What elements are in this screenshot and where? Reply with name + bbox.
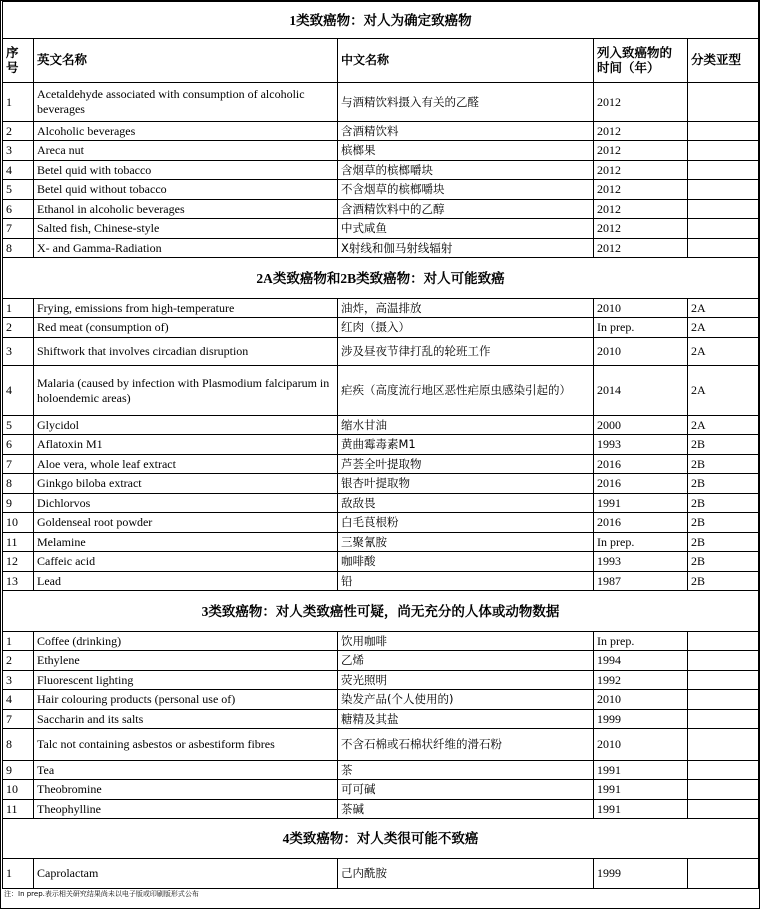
year-listed-cell: 2016	[594, 474, 688, 494]
english-name-cell: Dichlorvos	[34, 494, 338, 513]
table-row	[3, 690, 759, 710]
chinese-name-cell: 染发产品(个人使用的)	[338, 690, 594, 710]
header-row-number: 序号	[3, 39, 34, 83]
year-listed-cell: 2012	[594, 180, 688, 200]
subtype-cell: 2B	[688, 474, 759, 494]
chinese-name-cell: 白毛茛根粉	[338, 513, 594, 533]
year-listed-cell: 1994	[594, 651, 688, 671]
header-english-name: 英文名称	[34, 39, 338, 83]
subtype-cell	[688, 729, 759, 761]
chinese-name-cell: 糖精及其盐	[338, 710, 594, 729]
subtype-cell	[688, 651, 759, 671]
subtype-cell: 2B	[688, 552, 759, 572]
english-name-cell: Talc not containing asbestos or asbestiform fibres	[34, 729, 338, 761]
year-listed-cell: 1993	[594, 435, 688, 455]
chinese-name-cell: 可可碱	[338, 780, 594, 800]
table-row	[3, 651, 759, 671]
row-number-cell: 12	[3, 552, 34, 572]
subtype-cell: 2B	[688, 572, 759, 591]
subtype-cell	[688, 122, 759, 141]
year-listed-cell: 1991	[594, 780, 688, 800]
table-row	[3, 122, 759, 141]
year-listed-cell: 2016	[594, 455, 688, 474]
subtype-cell: 2B	[688, 455, 759, 474]
english-name-cell: Acetaldehyde associated with consumption of alcoholic beverages	[34, 83, 338, 122]
english-name-cell: Aloe vera, whole leaf extract	[34, 455, 338, 474]
chinese-name-cell: 荧光照明	[338, 671, 594, 690]
row-number-cell: 4	[3, 366, 34, 416]
header-chinese-name: 中文名称	[338, 39, 594, 83]
footnote: 注：In prep.表示相关研究结果尚未以电子版或印刷版形式公布	[4, 890, 199, 898]
table-row	[3, 416, 759, 435]
table-row	[3, 239, 759, 258]
row-number-cell: 2	[3, 318, 34, 338]
subtype-cell	[688, 180, 759, 200]
year-listed-cell: 1992	[594, 671, 688, 690]
subtype-cell	[688, 239, 759, 258]
section-title-row	[3, 2, 759, 39]
chinese-name-cell: 疟疾（高度流行地区恶性疟原虫感染引起的）	[338, 366, 594, 416]
row-number-cell: 5	[3, 180, 34, 200]
row-number-cell: 8	[3, 474, 34, 494]
english-name-cell: Caffeic acid	[34, 552, 338, 572]
row-number-cell: 1	[3, 632, 34, 651]
subtype-cell	[688, 859, 759, 889]
year-listed-cell: 1999	[594, 859, 688, 889]
subtype-cell	[688, 761, 759, 780]
year-listed-cell: 2012	[594, 83, 688, 122]
table-row	[3, 83, 759, 122]
chinese-name-cell: 含烟草的槟榔嚼块	[338, 161, 594, 180]
table-row	[3, 299, 759, 318]
row-number-cell: 10	[3, 513, 34, 533]
header-year-listed: 列入致癌物的时间（年）	[594, 39, 688, 83]
chinese-name-cell: 铅	[338, 572, 594, 591]
english-name-cell: Caprolactam	[34, 859, 338, 889]
year-listed-cell: In prep.	[594, 632, 688, 651]
header-subtype: 分类亚型	[688, 39, 759, 83]
year-listed-cell: 2012	[594, 200, 688, 219]
table-row	[3, 800, 759, 819]
subtype-cell: 2B	[688, 435, 759, 455]
english-name-cell: Saccharin and its salts	[34, 710, 338, 729]
english-name-cell: Frying, emissions from high-temperature	[34, 299, 338, 318]
table-row	[3, 780, 759, 800]
table-row	[3, 219, 759, 239]
english-name-cell: Ginkgo biloba extract	[34, 474, 338, 494]
row-number-cell: 9	[3, 761, 34, 780]
year-listed-cell: 2012	[594, 219, 688, 239]
chinese-name-cell: 茶碱	[338, 800, 594, 819]
subtype-cell	[688, 632, 759, 651]
english-name-cell: Red meat (consumption of)	[34, 318, 338, 338]
year-listed-cell: 1991	[594, 761, 688, 780]
subtype-cell	[688, 710, 759, 729]
row-number-cell: 10	[3, 780, 34, 800]
english-name-cell: Salted fish, Chinese-style	[34, 219, 338, 239]
section-title-row	[3, 258, 759, 299]
subtype-cell	[688, 219, 759, 239]
section-title: 3类致癌物：对人类致癌性可疑，尚无充分的人体或动物数据	[3, 591, 759, 632]
english-name-cell: Theophylline	[34, 800, 338, 819]
chinese-name-cell: 己内酰胺	[338, 859, 594, 889]
english-name-cell: Betel quid without tobacco	[34, 180, 338, 200]
row-number-cell: 13	[3, 572, 34, 591]
chinese-name-cell: 敌敌畏	[338, 494, 594, 513]
table-row	[3, 435, 759, 455]
chinese-name-cell: 芦荟全叶提取物	[338, 455, 594, 474]
table-header-row	[3, 39, 759, 83]
row-number-cell: 7	[3, 710, 34, 729]
table-row	[3, 338, 759, 366]
row-number-cell: 6	[3, 435, 34, 455]
year-listed-cell: In prep.	[594, 318, 688, 338]
table-row	[3, 161, 759, 180]
section-title: 2A类致癌物和2B类致癌物：对人可能致癌	[3, 258, 759, 299]
chinese-name-cell: 不含烟草的槟榔嚼块	[338, 180, 594, 200]
english-name-cell: Glycidol	[34, 416, 338, 435]
english-name-cell: X- and Gamma-Radiation	[34, 239, 338, 258]
row-number-cell: 1	[3, 83, 34, 122]
subtype-cell	[688, 800, 759, 819]
chinese-name-cell: 油炸，高温排放	[338, 299, 594, 318]
row-number-cell: 7	[3, 219, 34, 239]
subtype-cell: 2A	[688, 299, 759, 318]
table-row	[3, 474, 759, 494]
row-number-cell: 3	[3, 141, 34, 161]
row-number-cell: 3	[3, 338, 34, 366]
english-name-cell: Goldenseal root powder	[34, 513, 338, 533]
chinese-name-cell: 含酒精饮料	[338, 122, 594, 141]
subtype-cell	[688, 161, 759, 180]
table-row	[3, 200, 759, 219]
english-name-cell: Aflatoxin M1	[34, 435, 338, 455]
year-listed-cell: 2010	[594, 729, 688, 761]
section-title: 1类致癌物：对人为确定致癌物	[3, 2, 759, 39]
chinese-name-cell: 槟榔果	[338, 141, 594, 161]
row-number-cell: 4	[3, 690, 34, 710]
row-number-cell: 11	[3, 800, 34, 819]
english-name-cell: Alcoholic beverages	[34, 122, 338, 141]
english-name-cell: Coffee (drinking)	[34, 632, 338, 651]
table-row	[3, 671, 759, 690]
section-title: 4类致癌物：对人类很可能不致癌	[3, 819, 759, 859]
english-name-cell: Theobromine	[34, 780, 338, 800]
subtype-cell: 2A	[688, 338, 759, 366]
row-number-cell: 7	[3, 455, 34, 474]
chinese-name-cell: 饮用咖啡	[338, 632, 594, 651]
chinese-name-cell: 乙烯	[338, 651, 594, 671]
table-row	[3, 455, 759, 474]
section-title-row	[3, 819, 759, 859]
table-row	[3, 552, 759, 572]
english-name-cell: Ethanol in alcoholic beverages	[34, 200, 338, 219]
table-row	[3, 318, 759, 338]
english-name-cell: Areca nut	[34, 141, 338, 161]
row-number-cell: 4	[3, 161, 34, 180]
row-number-cell: 2	[3, 651, 34, 671]
year-listed-cell: 2012	[594, 239, 688, 258]
table-row	[3, 859, 759, 889]
year-listed-cell: 1999	[594, 710, 688, 729]
section-title-row	[3, 591, 759, 632]
row-number-cell: 8	[3, 239, 34, 258]
chinese-name-cell: 含酒精饮料中的乙醇	[338, 200, 594, 219]
subtype-cell	[688, 780, 759, 800]
carcinogen-table	[2, 1, 759, 889]
table-row	[3, 761, 759, 780]
subtype-cell	[688, 141, 759, 161]
table-row	[3, 180, 759, 200]
chinese-name-cell: X射线和伽马射线辐射	[338, 239, 594, 258]
english-name-cell: Fluorescent lighting	[34, 671, 338, 690]
chinese-name-cell: 红肉（摄入）	[338, 318, 594, 338]
chinese-name-cell: 三聚氰胺	[338, 533, 594, 552]
year-listed-cell: 1993	[594, 552, 688, 572]
subtype-cell: 2A	[688, 318, 759, 338]
row-number-cell: 6	[3, 200, 34, 219]
english-name-cell: Ethylene	[34, 651, 338, 671]
row-number-cell: 9	[3, 494, 34, 513]
subtype-cell	[688, 83, 759, 122]
row-number-cell: 1	[3, 859, 34, 889]
chinese-name-cell: 咖啡酸	[338, 552, 594, 572]
table-row	[3, 141, 759, 161]
row-number-cell: 11	[3, 533, 34, 552]
english-name-cell: Betel quid with tobacco	[34, 161, 338, 180]
english-name-cell: Malaria (caused by infection with Plasmodium falciparum in holoendemic areas)	[34, 366, 338, 416]
subtype-cell	[688, 200, 759, 219]
table-row	[3, 710, 759, 729]
year-listed-cell: 2014	[594, 366, 688, 416]
year-listed-cell: 1987	[594, 572, 688, 591]
year-listed-cell: 2010	[594, 299, 688, 318]
chinese-name-cell: 黄曲霉毒素M1	[338, 435, 594, 455]
table-row	[3, 366, 759, 416]
chinese-name-cell: 缩水甘油	[338, 416, 594, 435]
year-listed-cell: 1991	[594, 800, 688, 819]
chinese-name-cell: 茶	[338, 761, 594, 780]
subtype-cell: 2B	[688, 533, 759, 552]
row-number-cell: 3	[3, 671, 34, 690]
subtype-cell: 2B	[688, 513, 759, 533]
year-listed-cell: 2000	[594, 416, 688, 435]
table-row	[3, 513, 759, 533]
year-listed-cell: 2012	[594, 161, 688, 180]
chinese-name-cell: 涉及昼夜节律打乱的轮班工作	[338, 338, 594, 366]
english-name-cell: Melamine	[34, 533, 338, 552]
year-listed-cell: 1991	[594, 494, 688, 513]
year-listed-cell: 2016	[594, 513, 688, 533]
row-number-cell: 1	[3, 299, 34, 318]
table-row	[3, 729, 759, 761]
year-listed-cell: 2010	[594, 690, 688, 710]
year-listed-cell: 2012	[594, 141, 688, 161]
english-name-cell: Shiftwork that involves circadian disruption	[34, 338, 338, 366]
chinese-name-cell: 与酒精饮料摄入有关的乙醛	[338, 83, 594, 122]
chinese-name-cell: 中式咸鱼	[338, 219, 594, 239]
english-name-cell: Tea	[34, 761, 338, 780]
chinese-name-cell: 不含石棉或石棉状纤维的滑石粉	[338, 729, 594, 761]
table-row	[3, 572, 759, 591]
subtype-cell: 2A	[688, 416, 759, 435]
english-name-cell: Lead	[34, 572, 338, 591]
year-listed-cell: 2012	[594, 122, 688, 141]
year-listed-cell: In prep.	[594, 533, 688, 552]
subtype-cell: 2B	[688, 494, 759, 513]
english-name-cell: Hair colouring products (personal use of)	[34, 690, 338, 710]
chinese-name-cell: 银杏叶提取物	[338, 474, 594, 494]
row-number-cell: 5	[3, 416, 34, 435]
row-number-cell: 8	[3, 729, 34, 761]
subtype-cell	[688, 671, 759, 690]
subtype-cell	[688, 690, 759, 710]
row-number-cell: 2	[3, 122, 34, 141]
table-row	[3, 632, 759, 651]
subtype-cell: 2A	[688, 366, 759, 416]
table-row	[3, 533, 759, 552]
table-row	[3, 494, 759, 513]
year-listed-cell: 2010	[594, 338, 688, 366]
